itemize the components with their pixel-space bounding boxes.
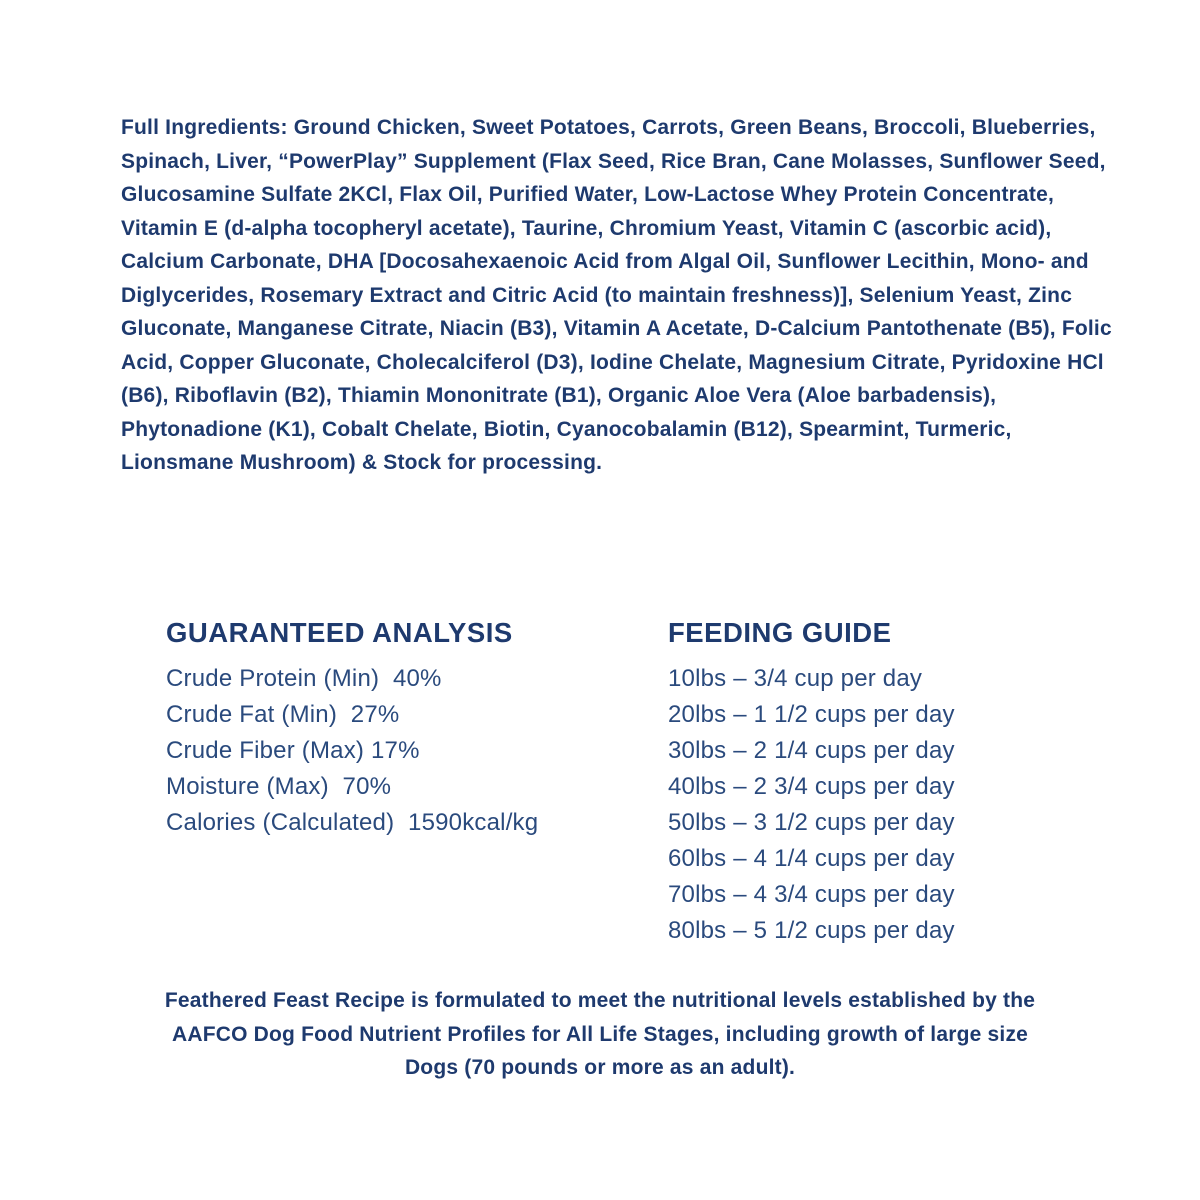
analysis-row-calories: Calories (Calculated) 1590kcal/kg — [166, 809, 539, 836]
full-ingredients-text: Full Ingredients: Ground Chicken, Sweet Potatoes, Carrots, Green Beans, Broccoli, Blueberries, Spinach, Liver, “PowerPlay” Supplement (Flax Seed, Rice Bran, Cane Molasses, Sunflower Seed, Glucosamine Sulfate 2KCl, Flax Oil, Purified Water, Low-Lactose Whey Protein Concentrate, Vitamin E (d-alpha tocopheryl acetate), Taurine, Chromium Yeast, Vitamin C (ascorbic acid), Calcium Carbonate, DHA [Docosahexaenoic Acid from Algal Oil, Sunflower Lecithin, Mono- and Diglycerides, Rosemary Extract and Citric Acid (to maintain freshness)], Selenium Yeast, Zinc Gluconate, Manganese Citrate, Niacin (B3), Vitamin A Acetate, D-Calcium Pantothenate (B5), Folic Acid, Copper Gluconate, Cholecalciferol (D3), Iodine Chelate, Magnesium Citrate, Pyridoxine HCl (B6), Riboflavin (B2), Thiamin Mononitrate (B1), Organic Aloe Vera (Aloe barbadensis), Phytonadione (K1), Cobalt Chelate, Biotin, Cyanocobalamin (B12), Spearmint, Turmeric, Lionsmane Mushroom) & Stock for processing. — [121, 116, 1112, 474]
analysis-row-crude-fiber: Crude Fiber (Max) 17% — [166, 737, 420, 764]
feeding-row-50lbs: 50lbs – 3 1/2 cups per day — [668, 809, 955, 836]
feeding-row-70lbs: 70lbs – 4 3/4 cups per day — [668, 881, 955, 908]
aafco-statement: Feathered Feast Recipe is formulated to meet the nutritional levels established by the AAFCO Dog Food Nutrient Profiles for All Life Stages, including growth of large size Dogs (70 pounds or more as an adult). — [164, 989, 1036, 1079]
feeding-guide-title: FEEDING GUIDE — [668, 617, 892, 648]
feeding-guide-section — [668, 617, 955, 949]
guaranteed-analysis-section — [166, 617, 538, 841]
feeding-row-20lbs: 20lbs – 1 1/2 cups per day — [668, 701, 955, 728]
analysis-row-crude-protein: Crude Protein (Min) 40% — [166, 665, 442, 692]
feeding-row-80lbs: 80lbs – 5 1/2 cups per day — [668, 917, 955, 944]
feeding-row-60lbs: 60lbs – 4 1/4 cups per day — [668, 845, 955, 872]
analysis-row-moisture: Moisture (Max) 70% — [166, 773, 392, 800]
analysis-row-crude-fat: Crude Fat (Min) 27% — [166, 701, 400, 728]
feeding-row-40lbs: 40lbs – 2 3/4 cups per day — [668, 773, 955, 800]
guaranteed-analysis-title: GUARANTEED ANALYSIS — [166, 617, 513, 648]
feeding-row-30lbs: 30lbs – 2 1/4 cups per day — [668, 737, 955, 764]
feeding-row-10lbs: 10lbs – 3/4 cup per day — [668, 665, 923, 692]
